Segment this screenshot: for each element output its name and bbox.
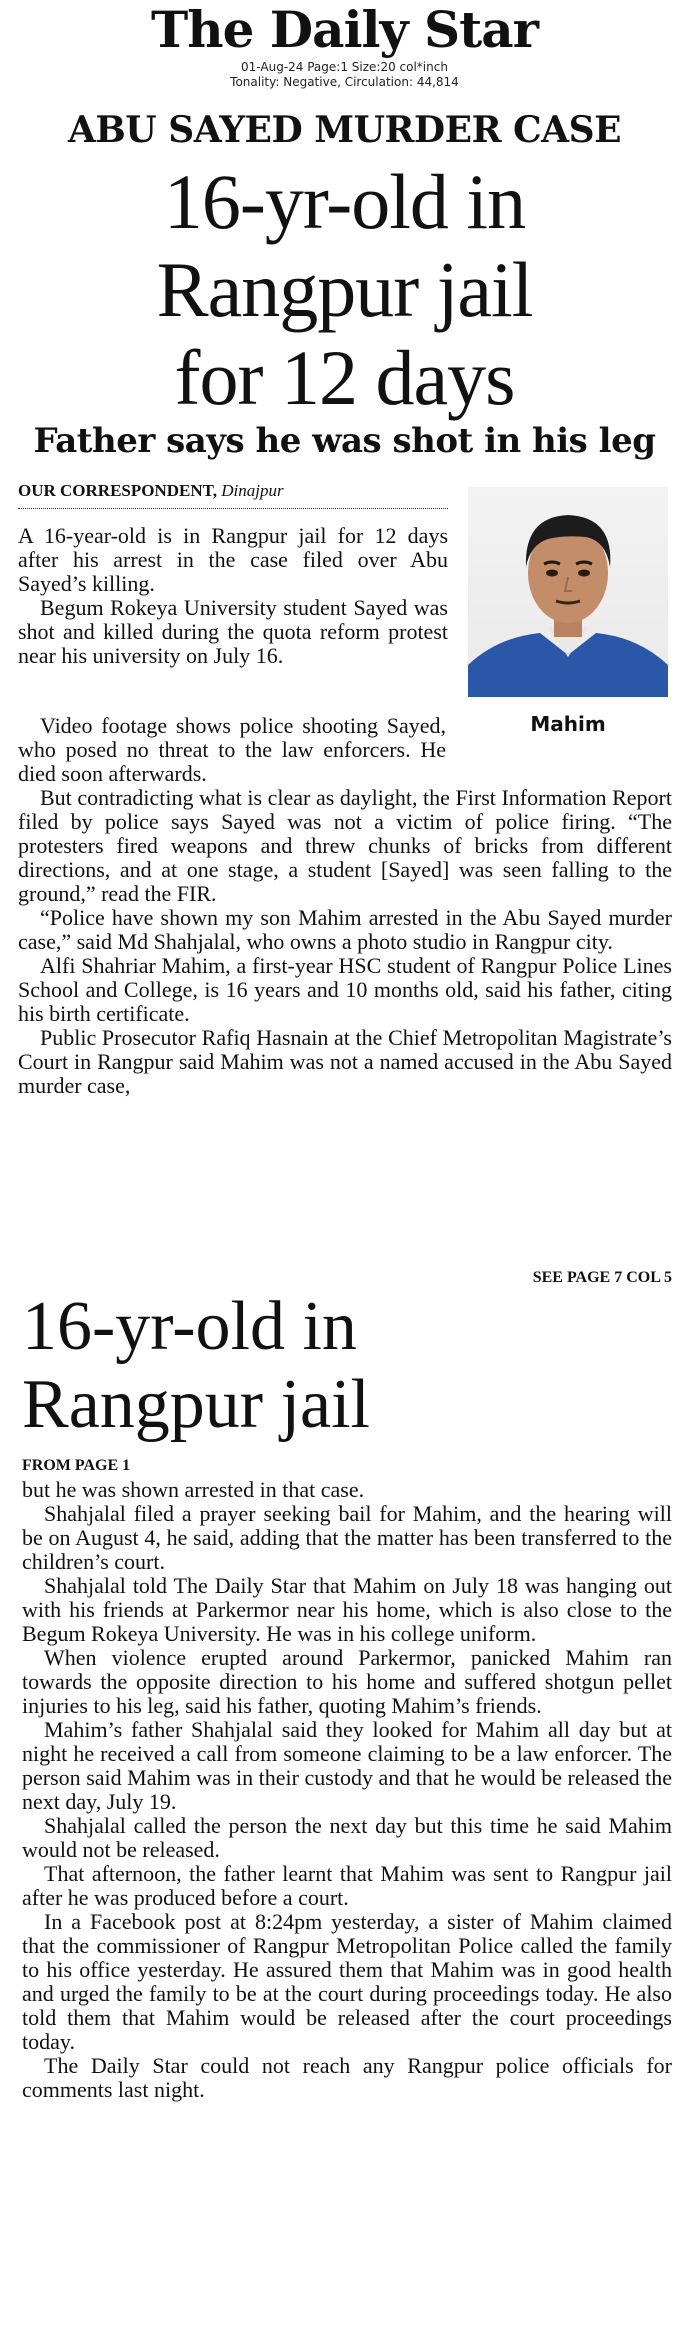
headline-line: 16-yr-old in [163,158,526,245]
headline-line: for 12 days [174,334,515,421]
clipping-meta [0,60,689,90]
paragraph: Mahim’s father Shahjalal said they looked for Mahim all day but at night he received a call from someone claiming to be a law enforcer. The person said Mahim was in their custody and that he would be released the next day, July 19. [22,1717,672,1814]
paragraph: In a Facebook post at 8:24pm yesterday, a sister of Mahim claimed that the commissioner of Rangpur Metropolitan Police called the family to his office yesterday. He assured them that Mahim was in good health and urged the family to be at the court during proceedings today. He also told them that Mahim would be released after the court proceedings today. [22,1909,672,2054]
portrait-illustration [468,487,668,697]
jump-headline-line: Rangpur jail [22,1366,370,1443]
paragraph: When violence erupted around Parkermor, panicked Mahim ran towards the opposite direction to his home and suffered shotgun pellet injuries to his leg, said his father, quoting Mahim’s friends. [22,1645,672,1718]
paragraph: A 16-year-old is in Rangpur jail for 12 days after his arrest in the case filed over Abu Sayed’s killing. [18,523,448,596]
subheadline: Father says he was shot in his leg [33,421,656,461]
jump-headline [22,1288,682,1444]
article-body-continued [22,1478,672,2102]
clipping-meta-tonality: Tonality: Negative, Circulation: 44,814 [230,75,459,89]
from-page-label: FROM PAGE 1 [22,1457,131,1474]
article-body-wide [18,714,672,1098]
portrait-photo [468,487,668,697]
paragraph: Shahjalal filed a prayer seeking bail for Mahim, and the hearing will be on August 4, he said, adding that the matter has been transferred to the children’s court. [22,1501,672,1574]
paragraph: Public Prosecutor Rafiq Hasnain at the Chief Metropolitan Magistrate’s Court in Rangpur said Mahim was not a named accused in the Abu Sayed murder case, [18,1025,672,1098]
masthead-logo: The Daily Star [151,0,538,59]
paragraph: Shahjalal called the person the next day but this time he said Mahim would not be released. [22,1813,672,1862]
paragraph: “Police have shown my son Mahim arrested in the Abu Sayed murder case,” said Md Shahjalal, who owns a photo studio in Rangpur city. [18,905,672,954]
paragraph: Begum Rokeya University student Sayed was shot and killed during the quota reform protest near his university on July 16. [18,595,448,668]
byline [18,480,448,509]
paragraph: The Daily Star could not reach any Rangpur police officials for comments last night. [22,2053,672,2102]
kicker: ABU SAYED MURDER CASE [67,109,622,151]
paragraph: Shahjalal told The Daily Star that Mahim on July 18 was hanging out with his friends at Parkermor near his home, which is also close to the Begum Rokeya University. He was in his college uniform. [22,1573,672,1646]
paragraph: That afternoon, the father learnt that Mahim was sent to Rangpur jail after he was produced before a court. [22,1861,672,1910]
clipping-meta-date-size: 01-Aug-24 Page:1 Size:20 col*inch [241,60,448,74]
photo-caption: Mahim [530,712,606,736]
jump-headline-line: 16-yr-old in [22,1288,357,1365]
byline-place: Dinajpur [221,481,284,500]
article-body-narrow [18,524,448,668]
paragraph: But contradicting what is clear as daylight, the First Information Report filed by police says Sayed was not a victim of police firing. “The protesters fired weapons and threw chunks of bricks from different directions, and at one stage, a student [Sayed] was seen falling to the ground,” read the FIR. [18,785,672,906]
paragraph: Alfi Shahriar Mahim, a first-year HSC student of Rangpur Police Lines School and College, is 16 years and 10 months old, said his father, citing his birth certificate. [18,953,672,1026]
headline [0,158,689,422]
byline-name: OUR CORRESPONDENT, [18,481,217,500]
continuation-note: SEE PAGE 7 COL 5 [532,1269,672,1286]
headline-line: Rangpur jail [156,246,533,333]
paragraph: but he was shown arrested in that case. [22,1477,365,1502]
paragraph: Video footage shows police shooting Sayed, who posed no threat to the law enforcers. He died soon afterwards. [18,713,446,786]
